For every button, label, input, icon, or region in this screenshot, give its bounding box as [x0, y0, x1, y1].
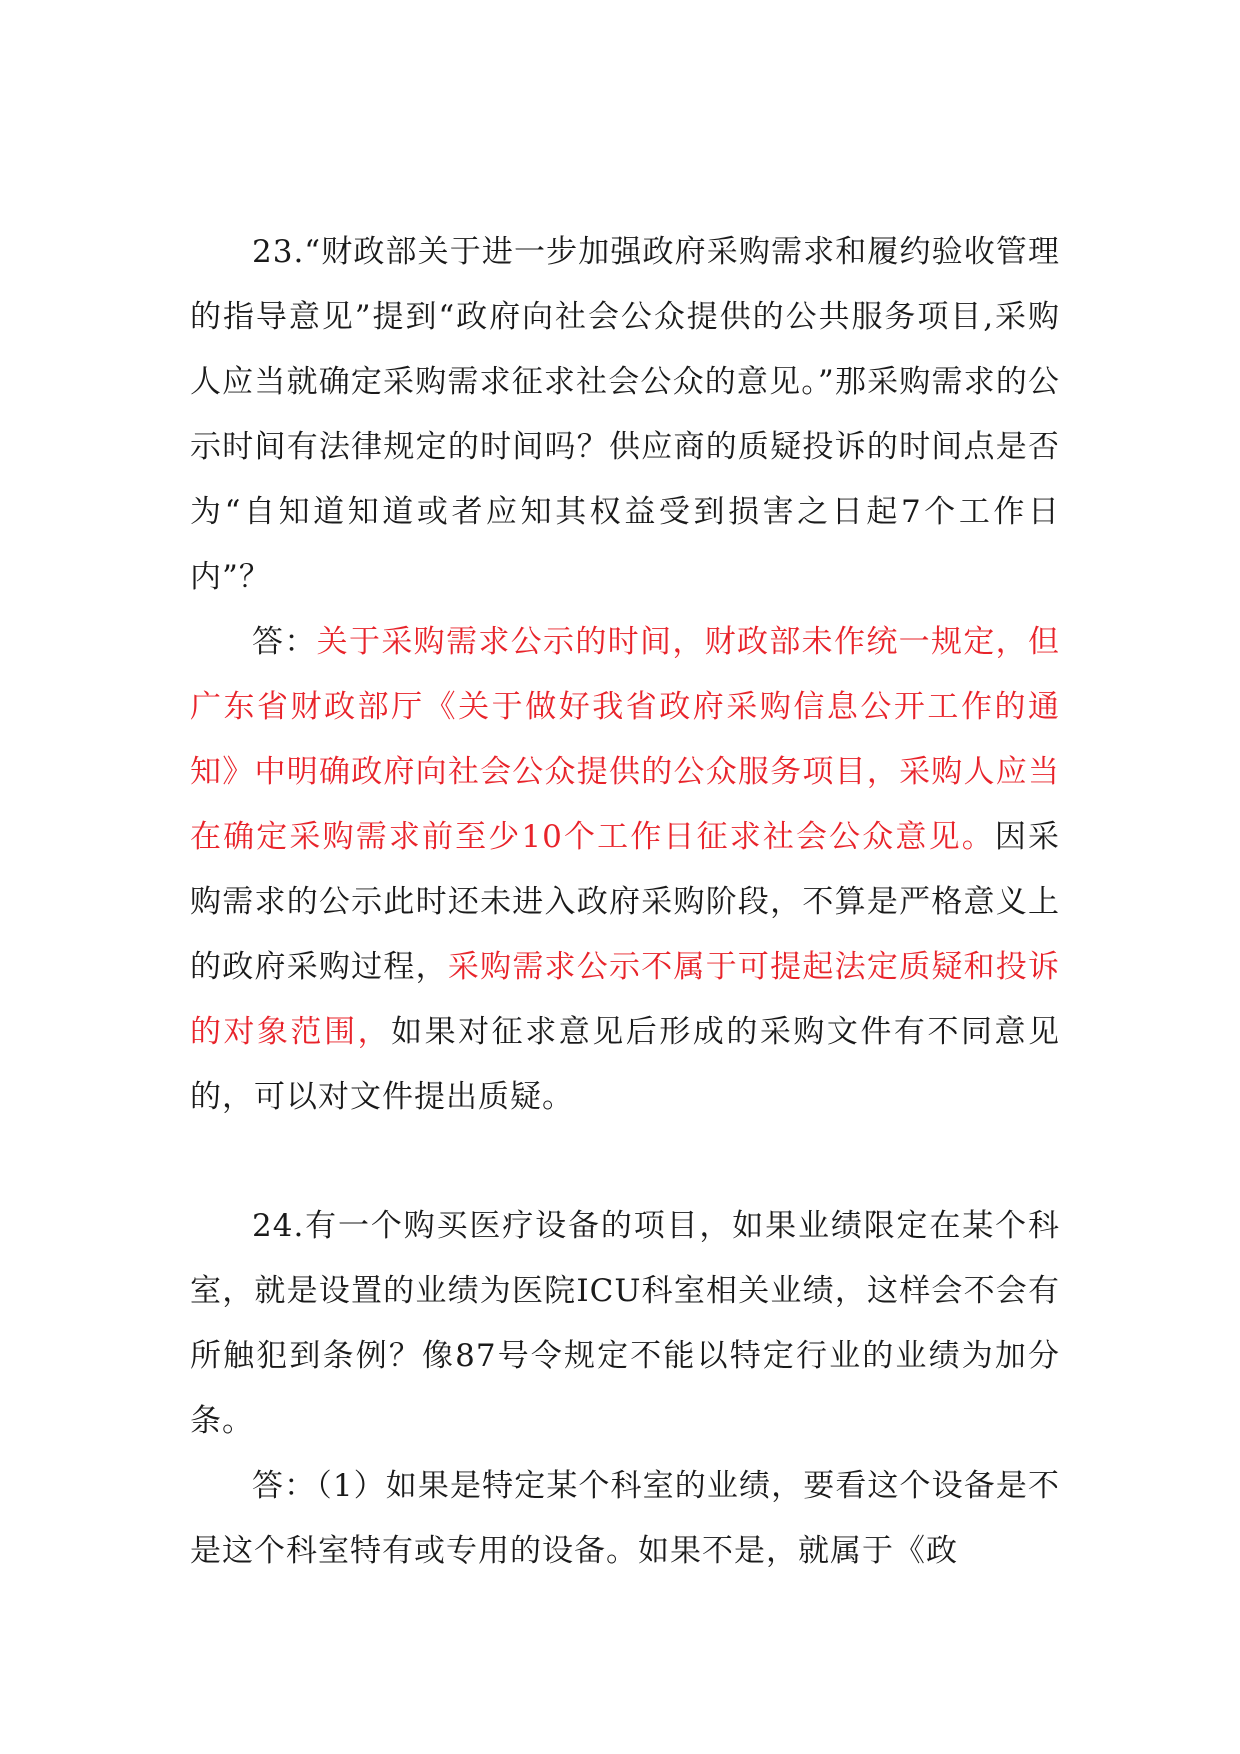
section-gap — [190, 1130, 1060, 1194]
question-23: 23.“财政部关于进一步加强政府采购需求和履约验收管理的指导意见”提到“政府向社会公众提供的公共服务项目,采购人应当就确定采购需求征求社会公众的意见。”那采购需求的公示时间有法律规定的时间吗？供应商的质疑投诉的时间点是否为“自知道知道或者应知其权益受到损害之日起7个工作日内”？ — [190, 234, 1060, 595]
answer-23-text-2: 如果对征求意见后形成的采购文件有不同意见的，可以对文件提出质疑。 — [190, 1014, 1061, 1115]
answer-23-prefix: 答： — [252, 624, 317, 660]
question-24: 24.有一个购买医疗设备的项目，如果业绩限定在某个科室，就是设置的业绩为医院ICU科室相关业绩，这样会不会有所触犯到条例？像87号令规定不能以特定行业的业绩为加分条。 — [190, 1208, 1060, 1439]
answer-23-highlight-2: 采购需求公示不属于可提起法定质疑和投诉的对象范围， — [190, 949, 1061, 1050]
document-page — [190, 220, 1060, 1584]
answer-23 — [190, 610, 1060, 1130]
answer-23-text-1: 因采购需求的公示此时还未进入政府采购阶段，不算是严格意义上的政府采购过程， — [190, 819, 1061, 985]
answer-24: 答：（1）如果是特定某个科室的业绩，要看这个设备是不是这个科室特有或专用的设备。如果不是，就属于《政 — [190, 1468, 1060, 1569]
answer-23-highlight-1: 关于采购需求公示的时间，财政部未作统一规定，但广东省财政部厅《关于做好我省政府采购信息公开工作的通知》中明确政府向社会公众提供的公众服务项目，采购人应当在确定采购需求前至少10个工作日征求社会公众意见。 — [190, 624, 1061, 855]
